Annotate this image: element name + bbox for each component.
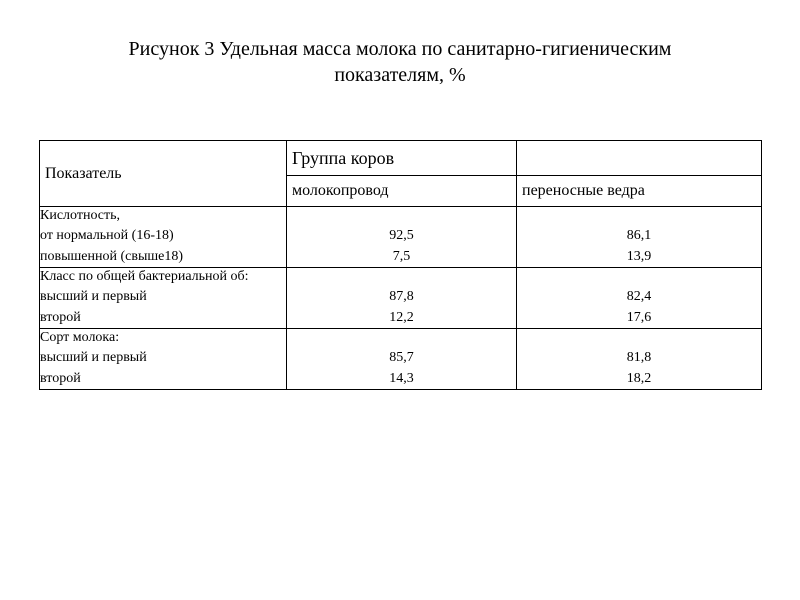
value-cell: 81,8: [626, 350, 652, 365]
value-cell: 82,4: [626, 289, 652, 304]
section-values-buckets: [517, 329, 762, 390]
data-table: [39, 140, 762, 390]
header-empty-cell: [517, 141, 762, 176]
section-values-buckets: [517, 268, 762, 329]
section-heading: Кислотность,: [40, 208, 121, 223]
header-group: Группа коров: [287, 141, 517, 176]
value-cell: 85,7: [389, 350, 414, 365]
section-heading: Класс по общей бактериальной об:: [40, 269, 249, 284]
header-col-pipeline: молокопровод: [287, 176, 517, 207]
row-label: второй: [40, 371, 81, 386]
value-cell: 17,6: [626, 310, 652, 325]
table-row: [40, 207, 762, 268]
value-cell: 12,2: [389, 310, 414, 325]
section-values-pipeline: [287, 207, 517, 268]
section-values-buckets: [517, 207, 762, 268]
section-labels-bacterial-class: [40, 268, 287, 329]
figure-title: [0, 36, 800, 88]
table-header-row: [40, 141, 762, 176]
header-col-buckets: переносные ведра: [517, 176, 762, 207]
section-values-pipeline: [287, 268, 517, 329]
row-label: второй: [40, 310, 81, 325]
table-row: [40, 268, 762, 329]
section-labels-acidity: [40, 207, 287, 268]
row-label: высший и первый: [40, 350, 147, 365]
section-heading: Сорт молока:: [40, 330, 120, 345]
value-cell: 87,8: [389, 289, 414, 304]
header-indicator: Показатель: [40, 141, 287, 207]
figure-title-line-2: показателям, %: [334, 64, 466, 86]
section-labels-milk-grade: [40, 329, 287, 390]
value-cell: 92,5: [389, 228, 414, 243]
figure-title-line-1: Рисунок 3 Удельная масса молока по санитарно-гигиеническим: [128, 38, 672, 60]
row-label: от нормальной (16-18): [40, 228, 174, 243]
table-row: [40, 329, 762, 390]
row-label: высший и первый: [40, 289, 147, 304]
section-values-pipeline: [287, 329, 517, 390]
value-cell: 13,9: [626, 249, 652, 264]
value-cell: 86,1: [626, 228, 652, 243]
value-cell: 14,3: [389, 371, 414, 386]
row-label: повышенной (свыше18): [40, 249, 184, 264]
value-cell: 18,2: [626, 371, 652, 386]
value-cell: 7,5: [392, 249, 411, 264]
